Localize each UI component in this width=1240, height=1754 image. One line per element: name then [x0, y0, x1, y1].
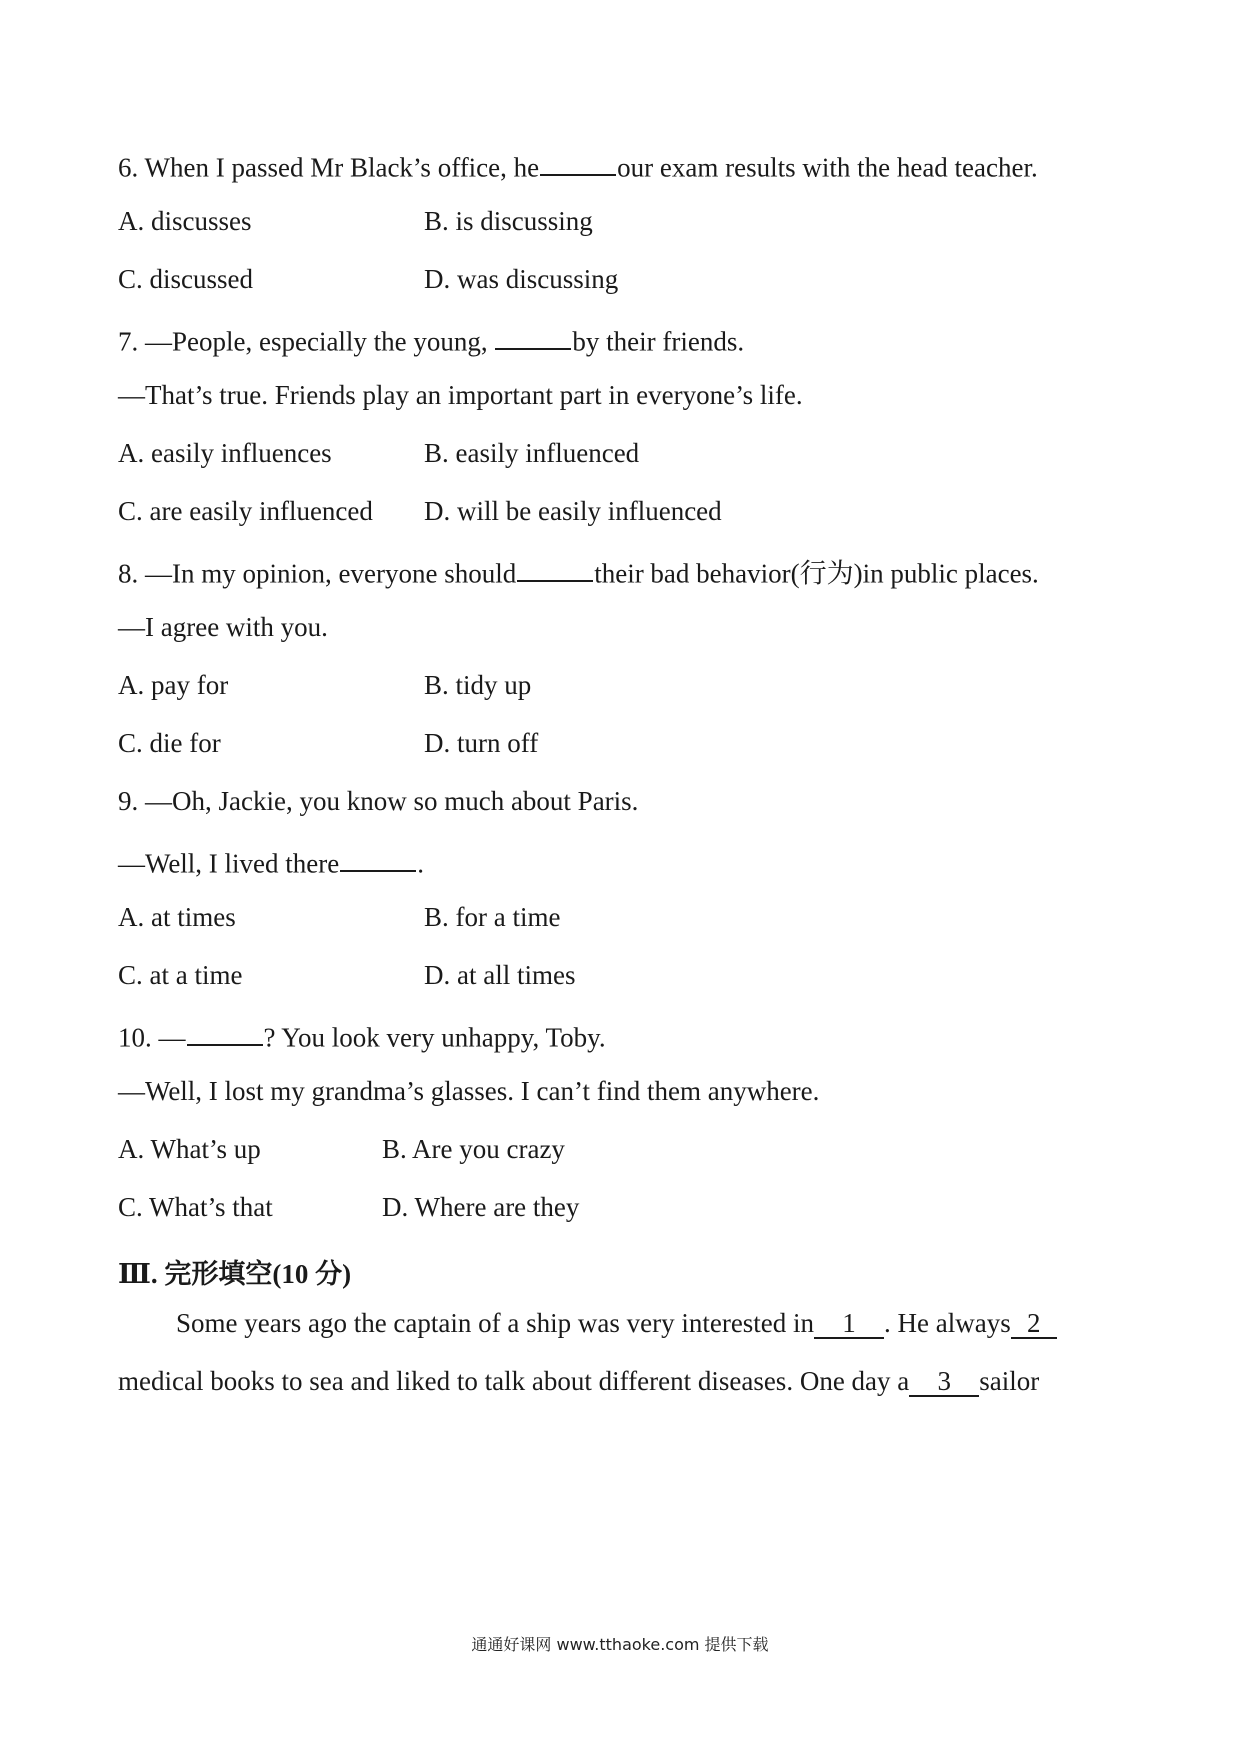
q10-option-a: A. What’s up: [118, 1134, 261, 1164]
q10-stem: [118, 1020, 606, 1051]
q8-option-b: B. tidy up: [424, 670, 532, 700]
q9-options-row1: [118, 902, 561, 932]
q6-stem-before: 6. When I passed Mr Black’s office, he: [118, 152, 540, 183]
section-heading: Ⅲ. 完形填空(10 分): [118, 1259, 352, 1289]
q7-option-b: B. easily influenced: [424, 438, 640, 468]
q7-option-a: A. easily influences: [118, 438, 332, 468]
q8-stem-after: their bad behavior(行为)in public places.: [594, 558, 1039, 589]
q7-options-row2: [118, 496, 722, 526]
q6-blank: [540, 150, 616, 176]
q9-reply: [118, 846, 424, 877]
passage-text: . He always: [884, 1308, 1011, 1338]
q6-option-d: D. was discussing: [424, 264, 619, 294]
q9-blank: [340, 846, 416, 872]
q10-stem-after: ? You look very unhappy, Toby.: [263, 1022, 606, 1053]
q6-option-c: C. discussed: [118, 264, 253, 294]
q10-stem-before: 10. —: [118, 1022, 186, 1053]
q10-option-d: D. Where are they: [382, 1192, 580, 1222]
q6-options-row1: [118, 206, 593, 236]
q9-option-c: C. at a time: [118, 960, 243, 990]
q10-option-b: B. Are you crazy: [382, 1134, 565, 1164]
q7-stem: [118, 324, 744, 355]
q9-reply-after: .: [417, 848, 424, 879]
q8-options-row1: [118, 670, 532, 700]
q10-blank: [187, 1020, 263, 1046]
q7-blank: [495, 324, 571, 350]
q10-options-row2: [118, 1192, 580, 1222]
q8-options-row2: [118, 728, 539, 758]
q6-option-a: A. discusses: [118, 206, 252, 236]
q8-option-d: D. turn off: [424, 728, 539, 758]
page-footer: 通通好课网 www.tthaoke.com 提供下载: [471, 1635, 769, 1654]
q10-reply: —Well, I lost my grandma’s glasses. I can’t find them anywhere.: [118, 1076, 820, 1106]
q9-stem: 9. —Oh, Jackie, you know so much about Paris.: [118, 786, 639, 816]
q8-option-c: C. die for: [118, 728, 221, 758]
q7-stem-before: 7. —People, especially the young,: [118, 326, 488, 357]
passage-blank-3: 3: [909, 1368, 979, 1397]
q7-options-row1: [118, 438, 640, 468]
q9-options-row2: [118, 960, 576, 990]
q8-option-a: A. pay for: [118, 670, 229, 700]
passage-line-2: [118, 1368, 1039, 1397]
q6-stem-after: our exam results with the head teacher.: [617, 152, 1038, 183]
q10-option-c: C. What’s that: [118, 1192, 273, 1222]
q6-option-b: B. is discussing: [424, 206, 593, 236]
q9-option-a: A. at times: [118, 902, 236, 932]
passage-text: Some years ago the captain of a ship was very interested in: [176, 1308, 815, 1338]
q7-option-c: C. are easily influenced: [118, 496, 373, 526]
q7-stem-after: by their friends.: [572, 326, 745, 357]
passage-line-1: [176, 1310, 1057, 1339]
q8-blank: [517, 556, 593, 582]
passage-blank-1: 1: [814, 1310, 884, 1339]
q9-reply-before: —Well, I lived there: [118, 848, 340, 879]
q10-options-row1: [118, 1134, 565, 1164]
q6-options-row2: [118, 264, 619, 294]
q8-reply: —I agree with you.: [118, 612, 328, 642]
passage-blank-2: 2: [1011, 1310, 1057, 1339]
q9-option-d: D. at all times: [424, 960, 576, 990]
q6-stem: [118, 150, 1038, 181]
q8-stem: [118, 556, 1039, 587]
q9-option-b: B. for a time: [424, 902, 561, 932]
q7-reply: —That’s true. Friends play an important part in everyone’s life.: [118, 380, 803, 410]
passage-text: sailor: [979, 1366, 1040, 1396]
passage-text: medical books to sea and liked to talk about different diseases. One day a: [118, 1366, 910, 1396]
q8-stem-before: 8. —In my opinion, everyone should: [118, 558, 517, 589]
q7-option-d: D. will be easily influenced: [424, 496, 722, 526]
